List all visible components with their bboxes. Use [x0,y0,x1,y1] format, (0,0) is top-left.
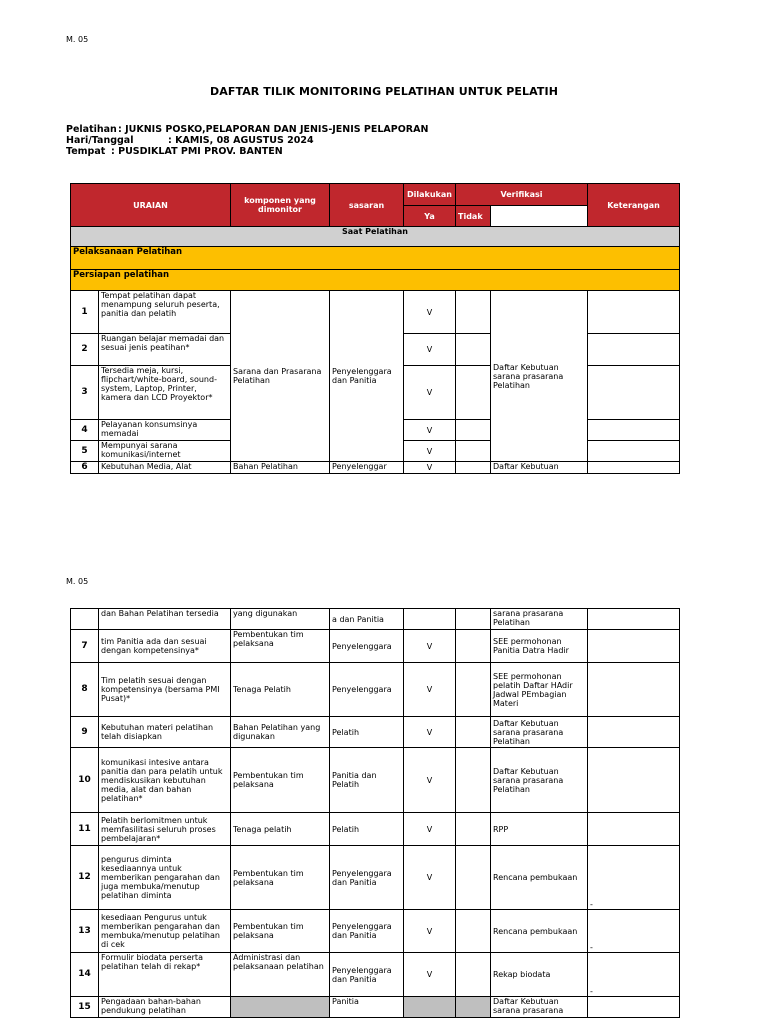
row-keterangan [588,813,680,846]
row-verifikasi: Daftar Kebutuan sarana prasarana Pelatihan [491,748,588,813]
row-keterangan [588,291,680,334]
row-tidak [456,609,491,630]
row-uraian: komunikasi intesive antara panitia dan para pelatih untuk mendiskusikan kebutuhan media, alat dan bahan pelatihan* [99,748,231,813]
row-number: 9 [71,717,99,748]
row-verifikasi: SEE permohonan pelatih Daftar HAdir Jadwal PEmbagian Materi [491,663,588,717]
row-sasaran: Penyelenggara [330,663,404,717]
row-keterangan [588,748,680,813]
row-number [71,609,99,630]
row-sasaran: Penyelenggara dan Panitia [330,910,404,953]
row-ya: V [404,953,456,997]
row-ya: V [404,441,456,462]
row-sasaran: Penyelenggara dan Panitia [330,953,404,997]
row-ya: V [404,663,456,717]
table-row [71,663,680,717]
row-tidak [456,420,491,441]
row-komponen: Pembentukan tim pelaksana [231,910,330,953]
table-row [71,813,680,846]
row-tidak [456,291,491,334]
header-verifikasi: Verifikasi [456,184,588,206]
row-ya: V [404,910,456,953]
row-tidak [456,366,491,420]
row-number: 8 [71,663,99,717]
header-ya: Ya [404,206,456,227]
row-uraian: pengurus diminta kesediaannya untuk memberikan pengarahan dan juga membuka/menutup pelatihan diminta [99,846,231,910]
group-komponen: Sarana dan Prasarana Pelatihan [231,291,330,462]
row-verifikasi: Rencana pembukaan [491,846,588,910]
row-ya: V [404,717,456,748]
table-row [71,748,680,813]
row-keterangan [588,630,680,663]
meta-hari-value: : KAMIS, 08 AGUSTUS 2024 [168,135,314,146]
row-uraian: Tim pelatih sesuai dengan kompetensinya (bersama PMI Pusat)* [99,663,231,717]
section-saat-pelatihan: Saat Pelatihan [71,227,680,247]
row-sasaran: Pelatih [330,813,404,846]
page-code: M. 05 [66,35,89,44]
meta-tempat-label: Tempat [66,146,106,157]
meta-tempat [66,146,283,157]
row-uraian: Tersedia meja, kursi, flipchart/white-board, sound-system, Laptop, Printer, kamera dan LCD Proyektor* [99,366,231,420]
row-number: 15 [71,997,99,1018]
row-number: 11 [71,813,99,846]
row-tidak [456,663,491,717]
header-komponen: komponen yang dimonitor [231,184,330,227]
row-uraian: Kebutuhan Media, Alat [99,462,231,474]
row-komponen: Tenaga pelatih [231,813,330,846]
row-number: 12 [71,846,99,910]
row-tidak [456,813,491,846]
group-sasaran: Penyelenggara dan Panitia [330,291,404,462]
row-sasaran: Penyelenggara dan Panitia [330,846,404,910]
group-verifikasi: Daftar Kebutuan sarana prasarana Pelatihan [491,291,588,462]
row-sasaran: Penyelenggara [330,630,404,663]
row-number: 14 [71,953,99,997]
table-row [71,846,680,910]
row-ya: V [404,813,456,846]
row-komponen: Administrasi dan pelaksanaan pelatihan [231,953,330,997]
row-sasaran: Pelatih [330,717,404,748]
header-keterangan: Keterangan [588,184,680,227]
row-number: 13 [71,910,99,953]
row-tidak [456,630,491,663]
row-uraian: Tempat pelatihan dapat menampung seluruh peserta, panitia dan pelatih [99,291,231,334]
section-pelaksanaan: Pelaksanaan Pelatihan [71,247,680,270]
header-dilakukan: Dilakukan [404,184,456,206]
row-sasaran: Panitia [330,997,404,1018]
row-keterangan [588,717,680,748]
row-komponen: Pembentukan tim pelaksana [231,630,330,663]
row-sasaran: Penyelenggar [330,462,404,474]
row-ya: V [404,748,456,813]
section-persiapan: Persiapan pelatihan [71,270,680,291]
row-tidak [456,441,491,462]
row-uraian: Formulir biodata perserta pelatihan telah di rekap* [99,953,231,997]
table-row [71,953,680,997]
header-tidak: Tidak [456,206,491,227]
table-row [71,462,680,474]
row-number: 3 [71,366,99,420]
row-uraian: Ruangan belajar memadai dan sesuai jenis peatihan* [99,334,231,366]
row-komponen: Bahan Pelatihan yang digunakan [231,717,330,748]
row-ya: V [404,291,456,334]
row-komponen: Pembentukan tim pelaksana [231,748,330,813]
row-keterangan [588,997,680,1018]
header-verifikasi-blank [491,206,588,227]
table-row [71,717,680,748]
meta-hari [66,135,314,146]
row-tidak [456,953,491,997]
header-sasaran: sasaran [330,184,404,227]
row-keterangan [588,420,680,441]
row-number: 10 [71,748,99,813]
table-row-continued [71,609,680,630]
row-uraian: tim Panitia ada dan sesuai dengan kompetensinya* [99,630,231,663]
row-uraian: Kebutuhan materi pelatihan telah disiapkan [99,717,231,748]
row-ya: V [404,846,456,910]
row-verifikasi: Daftar Kebutuan sarana prasarana [491,997,588,1018]
row-tidak [456,462,491,474]
meta-tempat-value: : PUSDIKLAT PMI PROV. BANTEN [111,146,283,157]
row-verifikasi: Rekap biodata [491,953,588,997]
row-keterangan: - [588,910,680,953]
row-tidak [456,334,491,366]
row-uraian: Mempunyai sarana komunikasi/internet [99,441,231,462]
row-ya: V [404,366,456,420]
row-number: 6 [71,462,99,474]
row-verifikasi: Daftar Kebutuan [491,462,588,474]
table-row [71,997,680,1018]
row-ya: V [404,630,456,663]
row-keterangan: - [588,846,680,910]
header-uraian: URAIAN [71,184,231,227]
row-komponen: Bahan Pelatihan [231,462,330,474]
row-keterangan [588,609,680,630]
row-number: 4 [71,420,99,441]
row-komponen [231,997,330,1018]
row-verifikasi: Daftar Kebutuan sarana prasarana Pelatihan [491,717,588,748]
row-komponen: Pembentukan tim pelaksana [231,846,330,910]
row-verifikasi: sarana prasarana Pelatihan [491,609,588,630]
row-uraian: dan Bahan Pelatihan tersedia [99,609,231,630]
meta-pelatihan-label: Pelatihan [66,124,117,135]
row-keterangan: - [588,953,680,997]
checklist-table-page2 [70,608,680,1018]
row-tidak [456,846,491,910]
row-ya: V [404,462,456,474]
row-ya [404,997,456,1018]
row-number: 7 [71,630,99,663]
table-row [71,630,680,663]
row-uraian: kesediaan Pengurus untuk memberikan pengarahan dan membuka/menutup pelatihan di cek [99,910,231,953]
row-ya: V [404,334,456,366]
row-tidak [456,910,491,953]
row-komponen: yang digunakan [231,609,330,630]
table-row [71,291,680,334]
page-title: DAFTAR TILIK MONITORING PELATIHAN UNTUK PELATIH [209,85,559,98]
row-ya: V [404,420,456,441]
row-keterangan [588,366,680,420]
row-number: 5 [71,441,99,462]
row-number: 2 [71,334,99,366]
checklist-table-page1 [70,183,680,474]
row-number: 1 [71,291,99,334]
row-uraian: Pelatih berlomitmen untuk memfasilitasi seluruh proses pembelajaran* [99,813,231,846]
row-tidak [456,717,491,748]
row-sasaran: Panitia dan Pelatih [330,748,404,813]
row-verifikasi: SEE permohonan Panitia Datra Hadir [491,630,588,663]
table-row [71,910,680,953]
meta-hari-label: Hari/Tanggal [66,135,134,146]
row-sasaran: a dan Panitia [330,609,404,630]
row-keterangan [588,462,680,474]
row-tidak [456,748,491,813]
row-keterangan [588,663,680,717]
row-tidak [456,997,491,1018]
row-komponen: Tenaga Pelatih [231,663,330,717]
row-uraian: Pengadaan bahan-bahan pendukung pelatihan [99,997,231,1018]
row-verifikasi: Rencana pembukaan [491,910,588,953]
page-code-2: M. 05 [66,577,89,586]
row-keterangan [588,334,680,366]
row-verifikasi: RPP [491,813,588,846]
row-keterangan [588,441,680,462]
row-ya [404,609,456,630]
row-uraian: Pelayanan konsumsinya memadai [99,420,231,441]
meta-pelatihan-value: : JUKNIS POSKO,PELAPORAN DAN JENIS-JENIS PELAPORAN [118,124,429,135]
meta-pelatihan [66,124,428,135]
